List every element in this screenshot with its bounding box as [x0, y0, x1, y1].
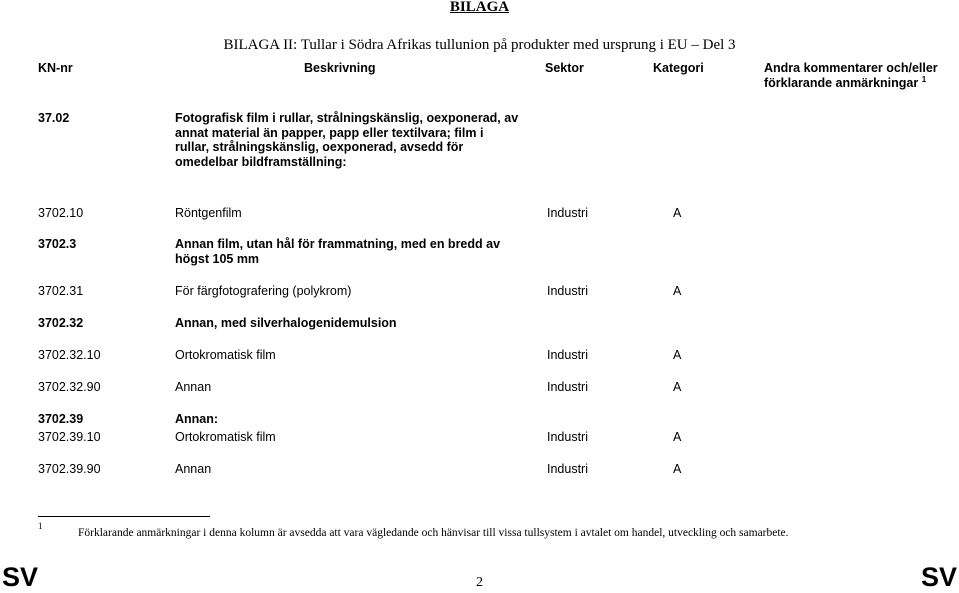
page-number: 2	[476, 575, 483, 590]
row-category: A	[673, 462, 682, 476]
footnote-number: 1	[38, 521, 43, 531]
header-kn-nr: KN-nr	[38, 61, 73, 75]
header-comments-line1: Andra kommentarer och/eller	[764, 61, 938, 75]
language-mark-left: SV	[2, 562, 39, 592]
row-category: A	[673, 348, 682, 362]
language-mark-right: SV	[920, 562, 957, 592]
row-category: A	[673, 380, 682, 394]
row-code: 3702.32.90	[38, 380, 101, 394]
row-code: 37.02	[38, 111, 70, 125]
row-category: A	[673, 284, 682, 298]
row-description: Annan	[175, 462, 212, 476]
header-comments-line2	[764, 75, 926, 90]
row-code: 3702.32	[38, 316, 84, 330]
row-sector: Industri	[547, 284, 588, 298]
row-sector: Industri	[547, 380, 588, 394]
document-subtitle: BILAGA II: Tullar i Södra Afrikas tullunion på produkter med ursprung i EU – Del 3	[223, 37, 736, 53]
row-description: Annan, med silverhalogenidemulsion	[175, 316, 397, 330]
row-description: Fotografisk film i rullar, strålningskänslig, oexponerad, av annat material än papper, papp eller textilvara; film i rullar, strålningskänslig, oexponerad, avsedd för omedelbar bildframställning:	[175, 111, 519, 169]
row-sector: Industri	[547, 348, 588, 362]
row-category: A	[673, 206, 682, 220]
footnote-ref: 1	[921, 75, 927, 84]
row-description: Annan	[175, 380, 212, 394]
row-description: För färgfotografering (polykrom)	[175, 284, 352, 298]
row-code: 3702.32.10	[38, 348, 101, 362]
row-code: 3702.39	[38, 412, 84, 426]
row-category: A	[673, 430, 682, 444]
row-description: Röntgenfilm	[175, 206, 242, 220]
header-description: Beskrivning	[304, 61, 376, 75]
header-sector: Sektor	[545, 61, 584, 75]
row-sector: Industri	[547, 430, 588, 444]
row-code: 3702.10	[38, 206, 84, 220]
row-sector: Industri	[547, 462, 588, 476]
row-description: Ortokromatisk film	[175, 348, 276, 362]
document-title: BILAGA	[449, 0, 510, 15]
row-code: 3702.3	[38, 237, 77, 251]
header-comments-text: förklarande anmärkningar	[764, 76, 919, 91]
header-category: Kategori	[653, 61, 704, 75]
footnote-divider	[38, 516, 210, 517]
row-description: Annan:	[175, 412, 219, 426]
row-code: 3702.39.10	[38, 430, 101, 444]
footnote-text: Förklarande anmärkningar i denna kolumn är avsedda att vara vägledande och hänvisar till vissa tullsystem i avtalet om handel, utveckling och samarbete.	[78, 527, 789, 539]
row-sector: Industri	[547, 206, 588, 220]
row-description: Annan film, utan hål för frammatning, med en bredd av högst 105 mm	[175, 237, 501, 266]
row-description: Ortokromatisk film	[175, 430, 276, 444]
row-code: 3702.31	[38, 284, 84, 298]
row-code: 3702.39.90	[38, 462, 101, 476]
